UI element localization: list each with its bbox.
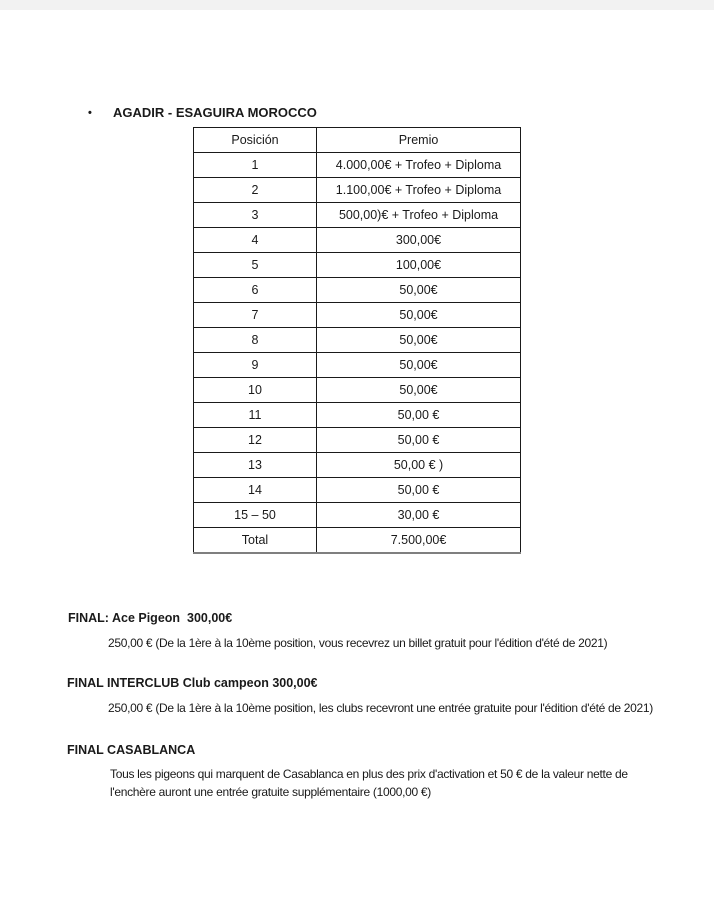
position-cell: 13: [194, 453, 317, 478]
position-cell: 1: [194, 153, 317, 178]
premio-cell: 50,00€: [317, 278, 521, 303]
premio-cell: 50,00 € ): [317, 453, 521, 478]
prize-table-body: [194, 153, 521, 554]
table-row: [194, 428, 521, 453]
table-row: [194, 328, 521, 353]
position-cell: 4: [194, 228, 317, 253]
position-cell: 9: [194, 353, 317, 378]
table-row: [194, 178, 521, 203]
table-row: [194, 528, 521, 554]
premio-cell: 500,00)€ + Trofeo + Diploma: [317, 203, 521, 228]
premio-cell: 50,00€: [317, 328, 521, 353]
list-item-heading: [88, 105, 317, 121]
position-cell: 3: [194, 203, 317, 228]
position-cell: Total: [194, 528, 317, 554]
premio-cell: 50,00€: [317, 378, 521, 403]
table-row: [194, 228, 521, 253]
prize-table: [193, 127, 521, 554]
premio-cell: 50,00 €: [317, 403, 521, 428]
position-cell: 14: [194, 478, 317, 503]
position-cell: 5: [194, 253, 317, 278]
paragraph-final-ace-pigeon: 250,00 € (De la 1ère à la 10ème position, vous recevrez un billet gratuit pour l'édition d'été de 2021): [108, 636, 608, 650]
position-cell: 6: [194, 278, 317, 303]
column-header-premio: Premio: [317, 128, 521, 153]
table-row: [194, 378, 521, 403]
position-cell: 2: [194, 178, 317, 203]
premio-cell: 30,00 €: [317, 503, 521, 528]
table-row: [194, 403, 521, 428]
premio-cell: 50,00€: [317, 303, 521, 328]
premio-cell: 100,00€: [317, 253, 521, 278]
premio-cell: 50,00 €: [317, 428, 521, 453]
column-header-posicion: Posición: [194, 128, 317, 153]
position-cell: 7: [194, 303, 317, 328]
page-title: AGADIR - ESAGUIRA MOROCCO: [113, 105, 317, 120]
premio-cell: 4.000,00€ + Trofeo + Diploma: [317, 153, 521, 178]
table-row: [194, 153, 521, 178]
premio-cell: 50,00 €: [317, 478, 521, 503]
position-cell: 11: [194, 403, 317, 428]
position-cell: 10: [194, 378, 317, 403]
premio-cell: 300,00€: [317, 228, 521, 253]
section-heading-final-interclub: FINAL INTERCLUB Club campeon 300,00€: [67, 676, 318, 690]
table-row: [194, 353, 521, 378]
position-cell: 12: [194, 428, 317, 453]
position-cell: 8: [194, 328, 317, 353]
paragraph-final-casablanca: Tous les pigeons qui marquent de Casablanca en plus des prix d'activation et 50 € de la valeur nette de l'enchère auront une entrée gratuite supplémentaire (1000,00 €): [110, 767, 628, 799]
table-row: [194, 278, 521, 303]
table-row: [194, 453, 521, 478]
top-bar: [0, 0, 714, 10]
position-cell: 15 – 50: [194, 503, 317, 528]
table-row: [194, 478, 521, 503]
premio-cell: 1.100,00€ + Trofeo + Diploma: [317, 178, 521, 203]
table-row: [194, 203, 521, 228]
table-row: [194, 253, 521, 278]
section-heading-final-ace-pigeon: FINAL: Ace Pigeon 300,00€: [68, 611, 233, 625]
table-row: [194, 503, 521, 528]
premio-cell: 7.500,00€: [317, 528, 521, 554]
bullet-icon: •: [88, 107, 92, 119]
paragraph-final-interclub: 250,00 € (De la 1ère à la 10ème position, les clubs recevront une entrée gratuite pour l'édition d'été de 2021): [108, 701, 653, 715]
premio-cell: 50,00€: [317, 353, 521, 378]
section-heading-final-casablanca: FINAL CASABLANCA: [67, 743, 196, 757]
table-header-row: [194, 128, 521, 153]
table-row: [194, 303, 521, 328]
